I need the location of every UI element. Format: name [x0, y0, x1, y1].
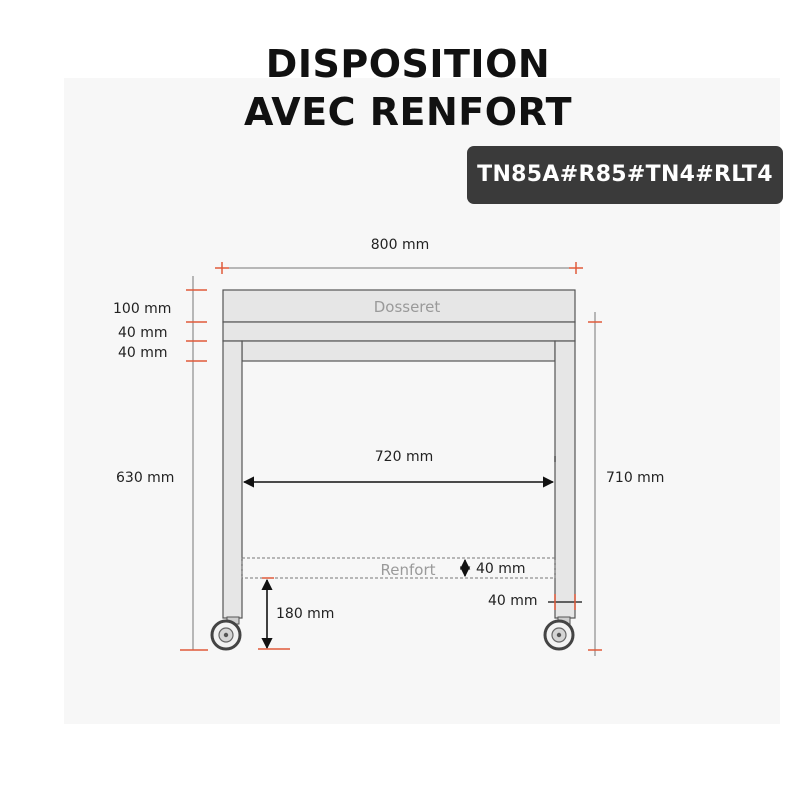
leg-width-label: 40 mm	[488, 593, 538, 609]
backsplash-height-label: 100 mm	[113, 301, 172, 317]
brace-clearance-label: 180 mm	[276, 606, 335, 622]
brace-height-label: 40 mm	[476, 561, 526, 577]
width-inner-label: 720 mm	[374, 449, 434, 465]
apron-height-label: 40 mm	[118, 345, 168, 361]
left-caster	[212, 617, 240, 649]
title-line-1: DISPOSITION	[265, 42, 551, 86]
reference-badge: TN85A#R85#TN4#RLT4	[467, 146, 783, 204]
apron	[242, 341, 555, 361]
right-leg	[555, 341, 575, 618]
brace-label: Renfort	[380, 561, 436, 579]
width-total-label: 800 mm	[370, 237, 430, 253]
leg-height-label: 630 mm	[116, 470, 175, 486]
right-caster	[545, 617, 573, 649]
top-thickness-label: 40 mm	[118, 325, 168, 341]
worktop	[223, 322, 575, 341]
total-height-label: 710 mm	[606, 470, 665, 486]
left-leg	[223, 341, 242, 618]
backsplash-label: Dosseret	[373, 298, 441, 316]
title-line-2: AVEC RENFORT	[243, 90, 573, 134]
